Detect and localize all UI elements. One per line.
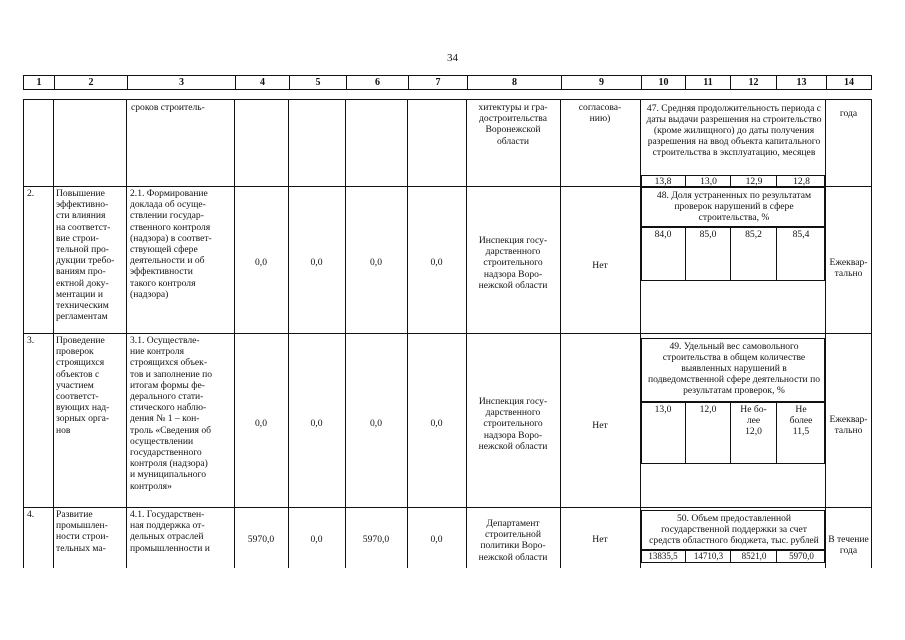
row2-col7: 0,0 <box>430 257 443 268</box>
col-divider <box>234 100 235 568</box>
header-col-4: 4 <box>235 76 289 89</box>
row1-executor: хитектуры и гра- достроительства Воронежской области <box>478 102 548 147</box>
header-col-11: 11 <box>685 76 730 89</box>
page-number: 34 <box>447 52 458 64</box>
row4-measure: 4.1. Государствен- ная поддержка от- дельных отраслей промышленности и <box>130 509 210 554</box>
row4-value-13: 5970,0 <box>776 551 826 562</box>
row3-number: 3. <box>27 335 35 346</box>
col-divider <box>825 100 826 568</box>
row4-goal: Развитие промышлен- ности строи- тельных ма- <box>56 509 109 554</box>
header-col-1: 1 <box>36 77 42 88</box>
col-divider <box>288 100 289 568</box>
row2-value-11: 85,0 <box>685 227 730 281</box>
row1-indicator: 47. Средняя продолжительность периода с даты выдачи разрешения на строительство (кроме жилищного) до даты получения разрешения на ввод объекта капитального строительства в эксплуатацию, месяцев <box>646 103 822 158</box>
row4-col4: 5970,0 <box>247 534 275 545</box>
header-col-9: 9 <box>561 76 641 89</box>
header-col-14: 14 <box>826 76 871 89</box>
row2-number: 2. <box>27 188 35 199</box>
row2-col5: 0,0 <box>310 257 323 268</box>
row4-period: В течение года <box>828 534 869 557</box>
row1-value-13: 12,8 <box>776 176 826 187</box>
row1-approval: согласова- нию) <box>578 102 622 125</box>
row3-col4: 0,0 <box>255 418 267 429</box>
row4-value-11: 14710,3 <box>685 551 731 562</box>
row3-col7: 0,0 <box>430 418 443 429</box>
header-col-13: 13 <box>776 76 826 89</box>
row2-period: Ежеквар- тально <box>829 257 868 280</box>
row1-period: года <box>839 108 858 119</box>
col-divider <box>407 100 408 568</box>
row2-approval: Нет <box>592 260 608 271</box>
row4-indicator: 50. Объем предоставленной государственной поддержки за счет средств областного бюджета, тыс. рублей <box>649 513 819 546</box>
col-divider <box>53 100 54 568</box>
row4-col5: 0,0 <box>310 534 323 545</box>
row3-value-12: Не бо- лее 12,0 <box>730 402 776 464</box>
row4-number: 4. <box>27 509 35 520</box>
row4-col6: 5970,0 <box>362 534 390 545</box>
col-divider <box>560 100 561 568</box>
row2-goal: Повышение эффективно- сти влияния на соответст- вие строи- тельной про- дукции требо- ваниям про- ектной доку- ментации и техническим регламентам <box>56 188 115 323</box>
row1-value-11: 13,0 <box>685 176 731 187</box>
row3-measure: 3.1. Осуществле- ние контроля строящихся объек- тов и заполнение по итогам формы фе- дерального стати- стического наблю- дения № 1 – кон- троль «Сведения об осуществлении государственного контроля (надзора) и муниципального контроля» <box>130 335 213 492</box>
row4-value-10: 13835,5 <box>648 551 678 561</box>
row4-col7: 0,0 <box>430 534 443 545</box>
row3-approval: Нет <box>592 420 608 431</box>
row2-col4: 0,0 <box>255 257 267 268</box>
row1-value-10: 13,8 <box>654 176 672 187</box>
row2-value-10: 84,0 <box>654 229 672 240</box>
col-divider <box>126 100 127 568</box>
row1-value-12: 12,9 <box>730 176 777 187</box>
row4-executor: Департамент строительной политики Воро- нежской области <box>478 518 548 563</box>
row2-executor: Инспекция госу- дарственного строительного надзора Воро- нежской области <box>478 235 548 291</box>
row3-value-10: 13,0 <box>654 404 672 415</box>
row3-col5: 0,0 <box>310 418 323 429</box>
header-col-6: 6 <box>346 76 408 89</box>
row3-col6: 0,0 <box>370 418 382 429</box>
row1-measure: сроков строитель- <box>131 102 205 113</box>
row2-indicator: 48. Доля устраненных по результатам проверок нарушений в сфере строительства, % <box>656 190 812 223</box>
header-col-5: 5 <box>289 76 346 89</box>
row4-approval: Нет <box>592 534 608 545</box>
row2-value-12: 85,2 <box>730 227 776 281</box>
plan-table <box>23 99 872 568</box>
row3-value-13: Не более 11,5 <box>776 402 825 464</box>
col-divider <box>345 100 346 568</box>
header-col-2: 2 <box>54 76 127 89</box>
row3-period: Ежеквар- тально <box>829 414 868 437</box>
header-col-12: 12 <box>730 76 776 89</box>
row-divider <box>24 333 871 334</box>
row2-measure: 2.1. Формирование доклада об осуще- ствлении государ- ственного контроля (надзора) в соответ- ствующей сфере деятельности и об эффективности такого контроля (надзора) <box>130 188 212 300</box>
header-col-8: 8 <box>467 76 561 89</box>
row4-value-12: 8521,0 <box>730 551 777 562</box>
col-divider <box>466 100 467 568</box>
row2-value-13: 85,4 <box>776 227 825 281</box>
row-divider <box>24 507 871 508</box>
row3-value-11: 12,0 <box>685 402 730 464</box>
header-col-10: 10 <box>641 76 685 89</box>
row3-executor: Инспекция госу- дарственного строительного надзора Воро- нежской области <box>478 396 548 452</box>
column-number-header <box>23 75 872 90</box>
header-col-7: 7 <box>408 76 467 89</box>
row2-col6: 0,0 <box>370 257 382 268</box>
row3-indicator: 49. Удельный вес самовольного строительства в общем количестве выявленных нарушений в подведомственной сфере деятельности по результатам проверок, % <box>647 341 821 396</box>
row3-goal: Проведение проверок строящихся объектов с участием соответст- вующих над- зорных орга- нов <box>56 335 110 436</box>
header-col-3: 3 <box>127 76 235 89</box>
col-divider <box>640 100 641 568</box>
